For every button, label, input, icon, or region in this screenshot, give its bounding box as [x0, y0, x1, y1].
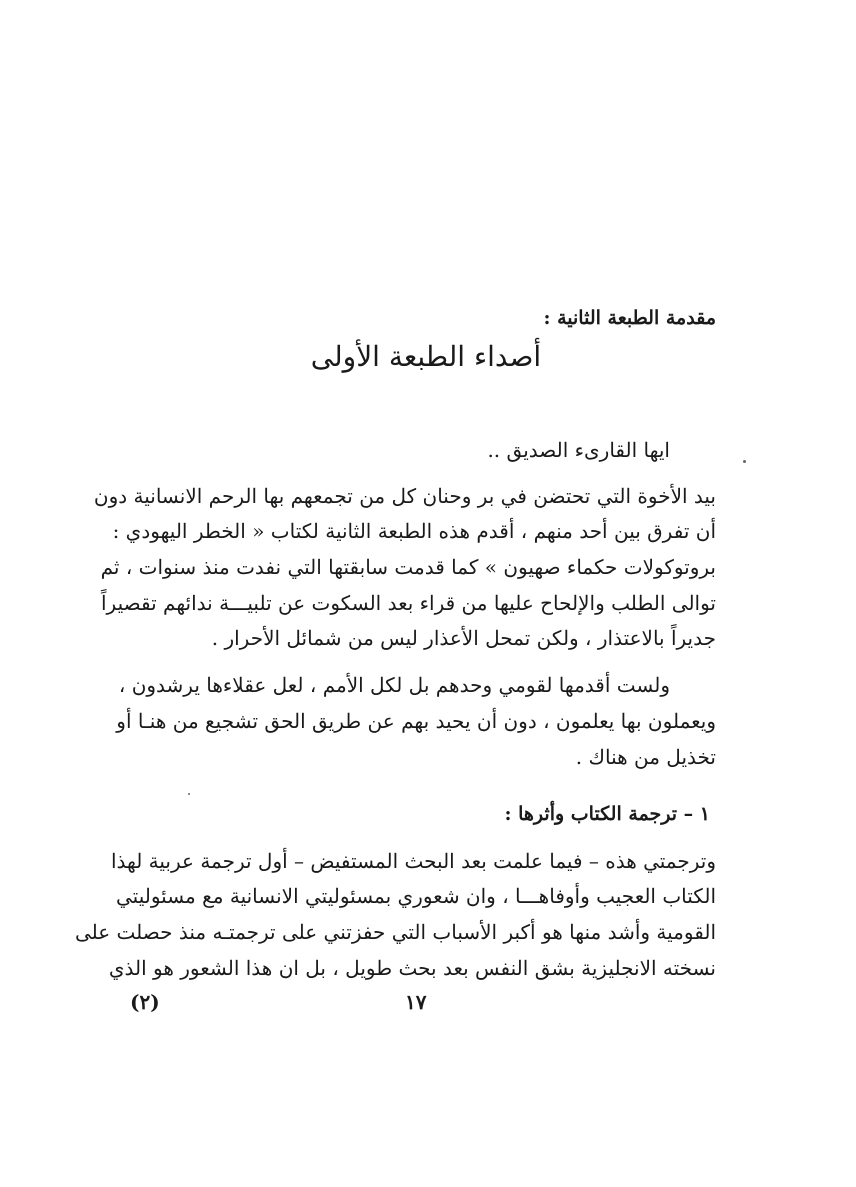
preface-heading: مقدمة الطبعة الثانية : — [543, 307, 716, 329]
page-title — [0, 340, 856, 373]
paragraph-1-line: توالى الطلب والإلحاح عليها من قراء بعد السكوت عن تلبيـــة ندائهم تقصيراً — [101, 591, 716, 615]
paragraph-1-line: بروتوكولات حكماء صهيون » كما قدمت سابقتها التي نفدت منذ سنوات ، ثم — [100, 555, 716, 579]
paragraph-3-line: نسخته الانجليزية بشق النفس بعد بحث طويل ، بل ان هذا الشعور هو الذي — [108, 956, 716, 980]
paragraph-3-line: القومية وأشد منها هو أكبر الأسباب التي حفزتني على ترجمتـه منذ حصلت على — [74, 920, 716, 944]
page-number: ١٧ — [405, 990, 427, 1014]
paragraph-3-line: وترجمتي هذه – فيما علمت بعد البحث المستفيض – أول ترجمة عربية لهذا — [110, 849, 716, 873]
print-speck — [743, 460, 746, 463]
paragraph-1-line: أن تفرق بين أحد منهم ، أقدم هذه الطبعة الثانية لكتاب « الخطر اليهودي : — [112, 519, 716, 543]
paragraph-2-line: ولست أقدمها لقومي وحدهم بل لكل الأمم ، لعل عقلاءها يرشدون ، — [118, 673, 670, 697]
paragraph-2-line: ويعملون بها يعلمون ، دون أن يحيد بهم عن طريق الحق تشجيع من هنـا أو — [116, 709, 716, 733]
page-title-text: أصداء الطبعة الأولى — [310, 340, 542, 373]
section-heading: ١ – ترجمة الكتاب وأثرها : — [504, 803, 710, 825]
print-speck — [188, 793, 190, 795]
paragraph-1-line: جديراً بالاعتذار ، ولكن تمحل الأعذار ليس من شمائل الأحرار . — [211, 626, 716, 650]
paragraph-1-line: بيد الأخوة التي تحتضن في بر وحنان كل من تجمعهم بها الرحم الانسانية دون — [93, 484, 716, 508]
signature-mark: (٢) — [130, 990, 160, 1014]
paragraph-3-line: الكتاب العجيب وأوفاهـــا ، وان شعوري بمسئوليتي الانسانية مع مسئوليتي — [116, 884, 716, 908]
paragraph-2-line: تخذيل من هناك . — [575, 745, 716, 769]
greeting-line: ايها القارىء الصديق .. — [487, 438, 670, 462]
